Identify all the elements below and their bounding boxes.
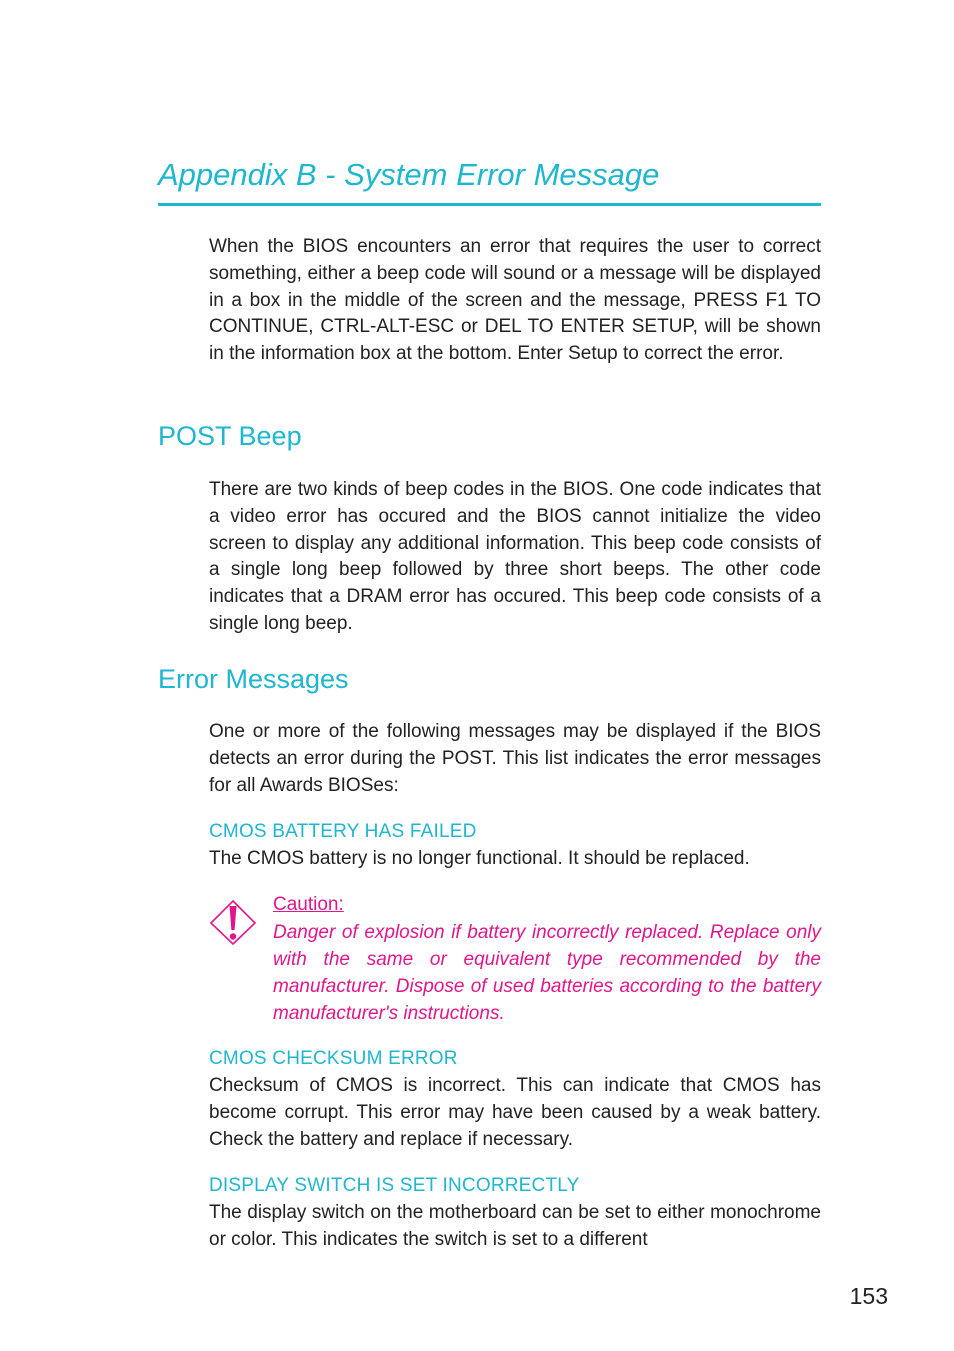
error-messages-intro: One or more of the following messages may be displayed if the BIOS detects an error during the POST. This list indicates the error messages for all Awards BIOSes: [209,721,821,796]
caution-text: Danger of explosion if battery incorrectly replaced. Replace only with the same or equivalent type recommended by the manufacturer. Dispose of used batteries according to the battery manufacturer's instructions. [273,922,821,1024]
page-number: 153 [849,1283,888,1309]
post-beep-heading: POST Beep [158,421,302,451]
intro-paragraph: When the BIOS encounters an error that requires the user to correct something, either a beep code will sound or a message will be displayed in a box in the middle of the screen and the message, PRESS F1 TO CONTINUE, CTRL-ALT-ESC or DEL TO ENTER SETUP, will be shown in the information box at the bottom. Enter Setup to correct the error. [209,236,821,365]
error-item-title: CMOS BATTERY HAS FAILED [209,821,477,842]
post-beep-paragraph: There are two kinds of beep codes in the BIOS. One code indicates that a video error has occured and the BIOS cannot initialize the video screen to display any additional information. This beep code consists of a single long beep followed by three short beeps. The other code indicates that a DRAM error has occured. This beep code consists of a single long beep. [209,479,821,634]
error-item-description: The CMOS battery is no longer functional. It should be replaced. [209,848,750,869]
error-item-title: CMOS CHECKSUM ERROR [209,1048,458,1069]
error-item-title: DISPLAY SWITCH IS SET INCORRECTLY [209,1175,580,1196]
title-underline [158,203,821,206]
error-item-description: Checksum of CMOS is incorrect. This can indicate that CMOS has become corrupt. This error may have been caused by a weak battery. Check the battery and replace if necessary. [209,1075,821,1150]
error-item-description: The display switch on the motherboard can be set to either monochrome or color. This indicates the switch is set to a different [209,1202,821,1250]
page-title: Appendix B - System Error Message [158,157,660,192]
error-messages-heading: Error Messages [158,664,349,694]
caution-label: Caution: [273,894,344,915]
caution-icon [208,898,258,946]
